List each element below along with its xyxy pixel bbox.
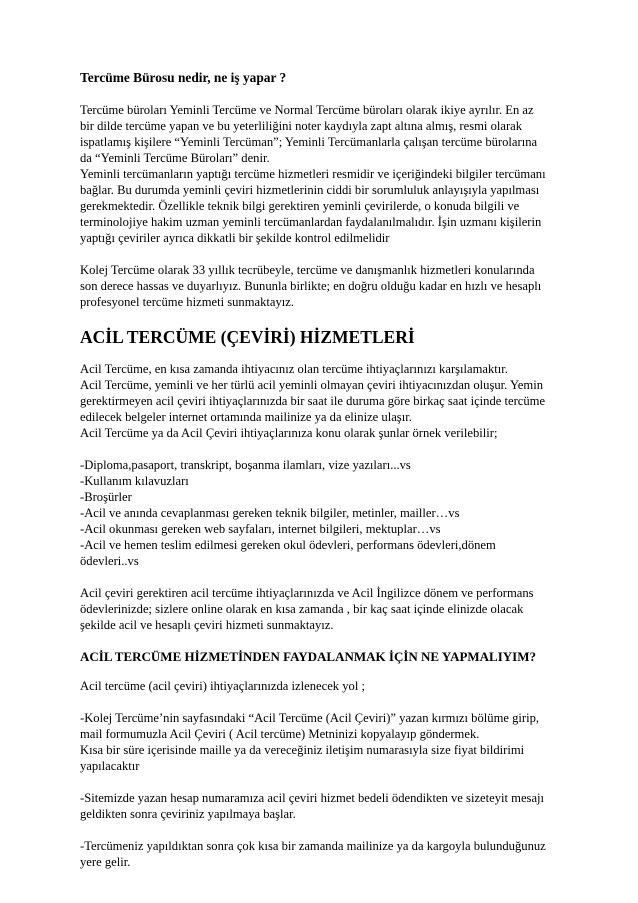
text-line: gerekmektedir. Özellikle teknik bilgi gerektiren yeminli çevirilerde, o konuda bilgili ve xyxy=(80,199,520,213)
text-line: Kısa bir süre içerisinde maille ya da vereceğiniz iletişim numarasıyla size fiyat bildirimi xyxy=(80,743,525,757)
text-line: mail formumuzla Acil Çeviri ( Acil tercüme) Metninizi kopyalayıp göndermek. xyxy=(80,727,480,741)
step-2 xyxy=(80,790,566,822)
text-line: profesyonel tercüme hizmeti sunmaktayız. xyxy=(80,295,295,309)
text-line: geldikten sonra çeviriniz yapılmaya başlar. xyxy=(80,807,296,821)
text-line: Acil tercüme (acil çeviri) ihtiyaçlarınızda izlenecek yol ; xyxy=(80,679,365,693)
text-line: edilecek belgeler internet ortamında mailinize ya da elinize ulaşır. xyxy=(80,410,412,424)
text-line: yere gelir. xyxy=(80,855,131,869)
list-item: -Acil okunması gereken web sayfaları, internet bilgileri, mektuplar…vs xyxy=(80,522,441,536)
list-item: ödevleri..vs xyxy=(80,554,139,568)
step-3 xyxy=(80,838,566,870)
intro-paragraph xyxy=(80,102,566,246)
text-line: Acil Tercüme, yeminli ve her türlü acil yeminli olmayan çeviri ihtiyacınızdan oluşur. Yemin xyxy=(80,378,543,392)
kolej-paragraph xyxy=(80,262,566,310)
text-line: yaptığı çeviriler ayrıca dikkatli bir şekilde kontrol edilmelidir xyxy=(80,231,390,245)
text-line: Kolej Tercüme olarak 33 yıllık tecrübeyle, tercüme ve danışmanlık hizmetleri konularında xyxy=(80,263,535,277)
text-line: da “Yeminli Tercüme Büroları” denir. xyxy=(80,151,270,165)
text-line: ispatlamış kişilere “Yeminli Tercüman”; Yeminli Tercümanlarla çalışan tercüme bürolarına xyxy=(80,135,538,149)
step-1 xyxy=(80,710,566,774)
document-page xyxy=(80,70,566,870)
text-line: terminolojiye hakim uzman yeminli tercümanlardan faydalanılmalıdır. İşin uzmanı kişilerin xyxy=(80,215,542,229)
list-item: -Diploma,pasaport, transkript, boşanma ilamları, vize yazıları...vs xyxy=(80,458,411,472)
text-line: şekilde acil ve hesaplı çeviri hizmeti sunmaktayız. xyxy=(80,618,334,632)
text-line: yapılacaktır xyxy=(80,759,140,773)
text-line: -Kolej Tercüme’nin sayfasındaki “Acil Tercüme (Acil Çeviri)” yazan kırmızı bölüme girip, xyxy=(80,711,540,725)
document-title: Tercüme Bürosu nedir, ne iş yapar ? xyxy=(80,70,287,85)
text-line: Tercüme büroları Yeminli Tercüme ve Normal Tercüme büroları olarak ikiye ayrılır. En az xyxy=(80,103,534,117)
examples-list xyxy=(80,457,566,569)
ingilizce-paragraph xyxy=(80,585,566,633)
section-heading-nasil: ACİL TERCÜME HİZMETİNDEN FAYDALANMAK İÇİN NE YAPMALIYIM? xyxy=(80,649,537,664)
text-line: Yeminli tercümanların yaptığı tercüme hizmetleri resmidir ve içeriğindeki bilgiler tercümanı xyxy=(80,167,546,181)
text-line: son derece hassas ve duyarlıyız. Bununla birlikte; en doğru olduğu kadar en hızlı ve hesaplı xyxy=(80,279,542,293)
text-line: Acil Tercüme, en kısa zamanda ihtiyacınız olan tercüme ihtiyaçlarınızı karşılamaktır. xyxy=(80,362,508,376)
text-line: gerektirmeyen acil çeviri ihtiyaçlarınızda bir saat ile duruma göre birkaç saat içinde tercüme xyxy=(80,394,546,408)
acil-paragraph xyxy=(80,361,566,441)
list-item: -Kullanım kılavuzları xyxy=(80,474,189,488)
text-line: -Sitemizde yazan hesap numaramıza acil çeviri hizmet bedeli ödendikten ve sizeteyit mesajı xyxy=(80,791,545,805)
section-heading-acil-tercume: ACİL TERCÜME (ÇEVİRİ) HİZMETLERİ xyxy=(80,327,415,347)
text-line: bir dilde tercüme yapan ve bu yeterliliğini noter kaydıyla zapt altına almış, resmi olarak xyxy=(80,119,523,133)
list-item: -Broşürler xyxy=(80,490,132,504)
text-line: Acil çeviri gerektiren acil tercüme ihtiyaçlarınızda ve Acil İngilizce dönem ve performans xyxy=(80,586,534,600)
text-line: Acil Tercüme ya da Acil Çeviri ihtiyaçlarınıza konu olarak şunlar örnek verilebilir; xyxy=(80,426,498,440)
text-line: -Tercümeniz yapıldıktan sonra çok kısa bir zamanda mailinize ya da kargoyla bulunduğunuz xyxy=(80,839,546,853)
text-line: ödevlerinizde; sizlere online olarak en kısa zamanda , bir kaç saat içinde elinizde olacak xyxy=(80,602,524,616)
text-line: bağlar. Bu durumda yeminli çeviri hizmetlerinin ciddi bir sorumluluk anlayışıyla yapılması xyxy=(80,183,540,197)
steps-intro xyxy=(80,678,566,694)
list-item: -Acil ve anında cevaplanması gereken teknik bilgiler, metinler, mailler…vs xyxy=(80,506,460,520)
list-item: -Acil ve hemen teslim edilmesi gereken okul ödevleri, performans ödevleri,dönem xyxy=(80,538,496,552)
